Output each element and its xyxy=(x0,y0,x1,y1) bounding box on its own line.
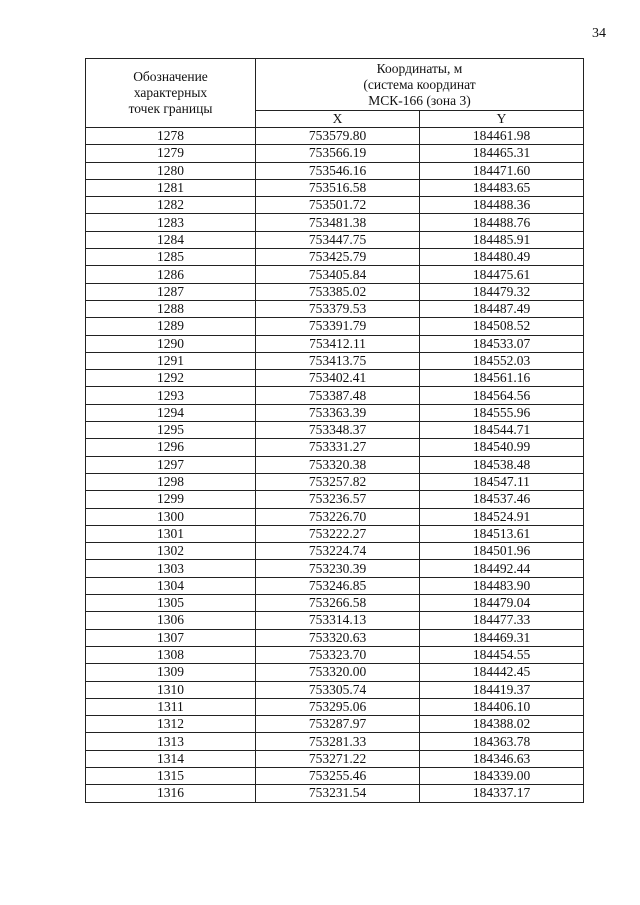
point-id-cell: 1300 xyxy=(86,508,256,525)
x-coordinate-cell: 753331.27 xyxy=(256,439,420,456)
x-coordinate-cell: 753363.39 xyxy=(256,404,420,421)
table-row xyxy=(86,387,584,404)
x-coordinate-cell: 753226.70 xyxy=(256,508,420,525)
point-id-cell: 1302 xyxy=(86,543,256,560)
point-id-cell: 1303 xyxy=(86,560,256,577)
point-id-cell: 1279 xyxy=(86,145,256,162)
point-id-cell: 1315 xyxy=(86,767,256,784)
x-coordinate-cell: 753405.84 xyxy=(256,266,420,283)
y-coordinate-cell: 184552.03 xyxy=(420,352,584,369)
point-header-line: точек границы xyxy=(128,101,213,116)
point-id-cell: 1289 xyxy=(86,318,256,335)
coords-header-line: Координаты, м xyxy=(376,60,463,76)
table-row xyxy=(86,560,584,577)
y-coordinate-cell: 184538.48 xyxy=(420,456,584,473)
y-coordinate-cell: 184561.16 xyxy=(420,370,584,387)
y-coordinate-cell: 184492.44 xyxy=(420,560,584,577)
point-id-cell: 1306 xyxy=(86,612,256,629)
point-id-cell: 1281 xyxy=(86,179,256,196)
y-coordinate-cell: 184363.78 xyxy=(420,733,584,750)
y-coordinate-cell: 184533.07 xyxy=(420,335,584,352)
point-id-cell: 1285 xyxy=(86,249,256,266)
y-coordinate-cell: 184419.37 xyxy=(420,681,584,698)
point-id-cell: 1296 xyxy=(86,439,256,456)
y-coordinate-cell: 184454.55 xyxy=(420,646,584,663)
x-coordinate-cell: 753230.39 xyxy=(256,560,420,577)
y-coordinate-cell: 184513.61 xyxy=(420,525,584,542)
y-coordinate-cell: 184337.17 xyxy=(420,785,584,802)
table-row xyxy=(86,595,584,612)
table-row xyxy=(86,698,584,715)
point-id-cell: 1301 xyxy=(86,525,256,542)
table-row xyxy=(86,422,584,439)
y-coordinate-cell: 184479.04 xyxy=(420,595,584,612)
point-id-cell: 1310 xyxy=(86,681,256,698)
x-coordinate-cell: 753412.11 xyxy=(256,335,420,352)
point-id-cell: 1278 xyxy=(86,128,256,145)
point-id-cell: 1283 xyxy=(86,214,256,231)
x-coordinate-cell: 753287.97 xyxy=(256,716,420,733)
y-coordinate-cell: 184477.33 xyxy=(420,612,584,629)
point-id-cell: 1305 xyxy=(86,595,256,612)
point-id-cell: 1313 xyxy=(86,733,256,750)
y-coordinate-cell: 184485.91 xyxy=(420,231,584,248)
y-coordinate-cell: 184483.90 xyxy=(420,577,584,594)
point-id-cell: 1307 xyxy=(86,629,256,646)
x-coordinate-cell: 753246.85 xyxy=(256,577,420,594)
x-coordinate-cell: 753385.02 xyxy=(256,283,420,300)
y-coordinate-cell: 184564.56 xyxy=(420,387,584,404)
x-coordinate-cell: 753387.48 xyxy=(256,387,420,404)
y-coordinate-cell: 184406.10 xyxy=(420,698,584,715)
x-coordinate-cell: 753348.37 xyxy=(256,422,420,439)
point-id-cell: 1293 xyxy=(86,387,256,404)
y-coordinate-cell: 184488.36 xyxy=(420,197,584,214)
x-coordinate-cell: 753231.54 xyxy=(256,785,420,802)
point-header-line: характерных xyxy=(133,85,208,100)
x-coordinate-cell: 753391.79 xyxy=(256,318,420,335)
y-column-header: Y xyxy=(420,111,584,128)
y-coordinate-cell: 184471.60 xyxy=(420,162,584,179)
point-id-cell: 1311 xyxy=(86,698,256,715)
table-row xyxy=(86,318,584,335)
table-row xyxy=(86,664,584,681)
table-row xyxy=(86,767,584,784)
table-row xyxy=(86,197,584,214)
point-id-cell: 1290 xyxy=(86,335,256,352)
x-coordinate-cell: 753281.33 xyxy=(256,733,420,750)
table-row xyxy=(86,508,584,525)
table-row xyxy=(86,370,584,387)
point-id-cell: 1284 xyxy=(86,231,256,248)
point-id-cell: 1304 xyxy=(86,577,256,594)
x-coordinate-cell: 753546.16 xyxy=(256,162,420,179)
x-coordinate-cell: 753266.58 xyxy=(256,595,420,612)
table-row xyxy=(86,352,584,369)
x-coordinate-cell: 753413.75 xyxy=(256,352,420,369)
table-row xyxy=(86,577,584,594)
table-row xyxy=(86,335,584,352)
x-coordinate-cell: 753566.19 xyxy=(256,145,420,162)
page-number: 34 xyxy=(592,26,606,41)
coords-header-line: (система координат xyxy=(363,76,476,92)
point-id-cell: 1299 xyxy=(86,491,256,508)
table-row xyxy=(86,300,584,317)
point-header-line: Обозначение xyxy=(133,69,208,84)
table-row xyxy=(86,145,584,162)
table-row xyxy=(86,128,584,145)
y-coordinate-cell: 184346.63 xyxy=(420,750,584,767)
x-coordinate-cell: 753305.74 xyxy=(256,681,420,698)
table-row xyxy=(86,543,584,560)
table-row xyxy=(86,525,584,542)
y-coordinate-cell: 184465.31 xyxy=(420,145,584,162)
x-coordinate-cell: 753379.53 xyxy=(256,300,420,317)
point-id-cell: 1314 xyxy=(86,750,256,767)
x-coordinate-cell: 753447.75 xyxy=(256,231,420,248)
x-coordinate-cell: 753320.00 xyxy=(256,664,420,681)
x-coordinate-cell: 753402.41 xyxy=(256,370,420,387)
point-id-cell: 1291 xyxy=(86,352,256,369)
x-coordinate-cell: 753516.58 xyxy=(256,179,420,196)
point-id-cell: 1287 xyxy=(86,283,256,300)
y-coordinate-cell: 184479.32 xyxy=(420,283,584,300)
point-id-cell: 1316 xyxy=(86,785,256,802)
point-id-cell: 1295 xyxy=(86,422,256,439)
table-row xyxy=(86,733,584,750)
x-coordinate-cell: 753323.70 xyxy=(256,646,420,663)
x-coordinate-cell: 753236.57 xyxy=(256,491,420,508)
y-coordinate-cell: 184547.11 xyxy=(420,473,584,490)
x-coordinate-cell: 753295.06 xyxy=(256,698,420,715)
y-coordinate-cell: 184488.76 xyxy=(420,214,584,231)
x-coordinate-cell: 753255.46 xyxy=(256,767,420,784)
table-row xyxy=(86,439,584,456)
table-row xyxy=(86,612,584,629)
y-coordinate-cell: 184475.61 xyxy=(420,266,584,283)
point-id-cell: 1294 xyxy=(86,404,256,421)
y-coordinate-cell: 184487.49 xyxy=(420,300,584,317)
x-coordinate-cell: 753579.80 xyxy=(256,128,420,145)
y-coordinate-cell: 184339.00 xyxy=(420,767,584,784)
y-coordinate-cell: 184388.02 xyxy=(420,716,584,733)
y-coordinate-cell: 184524.91 xyxy=(420,508,584,525)
point-id-cell: 1298 xyxy=(86,473,256,490)
x-coordinate-cell: 753320.38 xyxy=(256,456,420,473)
table-row xyxy=(86,716,584,733)
table-row xyxy=(86,249,584,266)
table-row xyxy=(86,456,584,473)
table-row xyxy=(86,162,584,179)
y-coordinate-cell: 184537.46 xyxy=(420,491,584,508)
point-designation-header xyxy=(86,59,256,128)
x-coordinate-cell: 753224.74 xyxy=(256,543,420,560)
x-coordinate-cell: 753314.13 xyxy=(256,612,420,629)
y-coordinate-cell: 184461.98 xyxy=(420,128,584,145)
point-id-cell: 1309 xyxy=(86,664,256,681)
point-id-cell: 1312 xyxy=(86,716,256,733)
table-header-row xyxy=(86,59,584,111)
y-coordinate-cell: 184544.71 xyxy=(420,422,584,439)
table-row xyxy=(86,646,584,663)
table-row xyxy=(86,266,584,283)
point-id-cell: 1288 xyxy=(86,300,256,317)
x-coordinate-cell: 753257.82 xyxy=(256,473,420,490)
x-column-header: X xyxy=(256,111,420,128)
y-coordinate-cell: 184483.65 xyxy=(420,179,584,196)
coords-header-line: МСК-166 (зона 3) xyxy=(368,92,471,108)
table-row xyxy=(86,629,584,646)
y-coordinate-cell: 184501.96 xyxy=(420,543,584,560)
point-id-cell: 1292 xyxy=(86,370,256,387)
table-row xyxy=(86,179,584,196)
x-coordinate-cell: 753320.63 xyxy=(256,629,420,646)
table-body xyxy=(86,128,584,803)
point-id-cell: 1286 xyxy=(86,266,256,283)
y-coordinate-cell: 184442.45 xyxy=(420,664,584,681)
table-row xyxy=(86,681,584,698)
x-coordinate-cell: 753501.72 xyxy=(256,197,420,214)
coordinates-header xyxy=(256,59,584,111)
point-id-cell: 1297 xyxy=(86,456,256,473)
table-row xyxy=(86,404,584,421)
y-coordinate-cell: 184508.52 xyxy=(420,318,584,335)
table-row xyxy=(86,785,584,802)
point-id-cell: 1280 xyxy=(86,162,256,179)
x-coordinate-cell: 753271.22 xyxy=(256,750,420,767)
point-id-cell: 1282 xyxy=(86,197,256,214)
table-row xyxy=(86,214,584,231)
table-row xyxy=(86,491,584,508)
coordinates-table xyxy=(85,58,584,803)
x-coordinate-cell: 753425.79 xyxy=(256,249,420,266)
y-coordinate-cell: 184480.49 xyxy=(420,249,584,266)
y-coordinate-cell: 184469.31 xyxy=(420,629,584,646)
table-row xyxy=(86,283,584,300)
point-id-cell: 1308 xyxy=(86,646,256,663)
y-coordinate-cell: 184555.96 xyxy=(420,404,584,421)
x-coordinate-cell: 753222.27 xyxy=(256,525,420,542)
y-coordinate-cell: 184540.99 xyxy=(420,439,584,456)
table-row xyxy=(86,750,584,767)
table-row xyxy=(86,473,584,490)
x-coordinate-cell: 753481.38 xyxy=(256,214,420,231)
table-row xyxy=(86,231,584,248)
